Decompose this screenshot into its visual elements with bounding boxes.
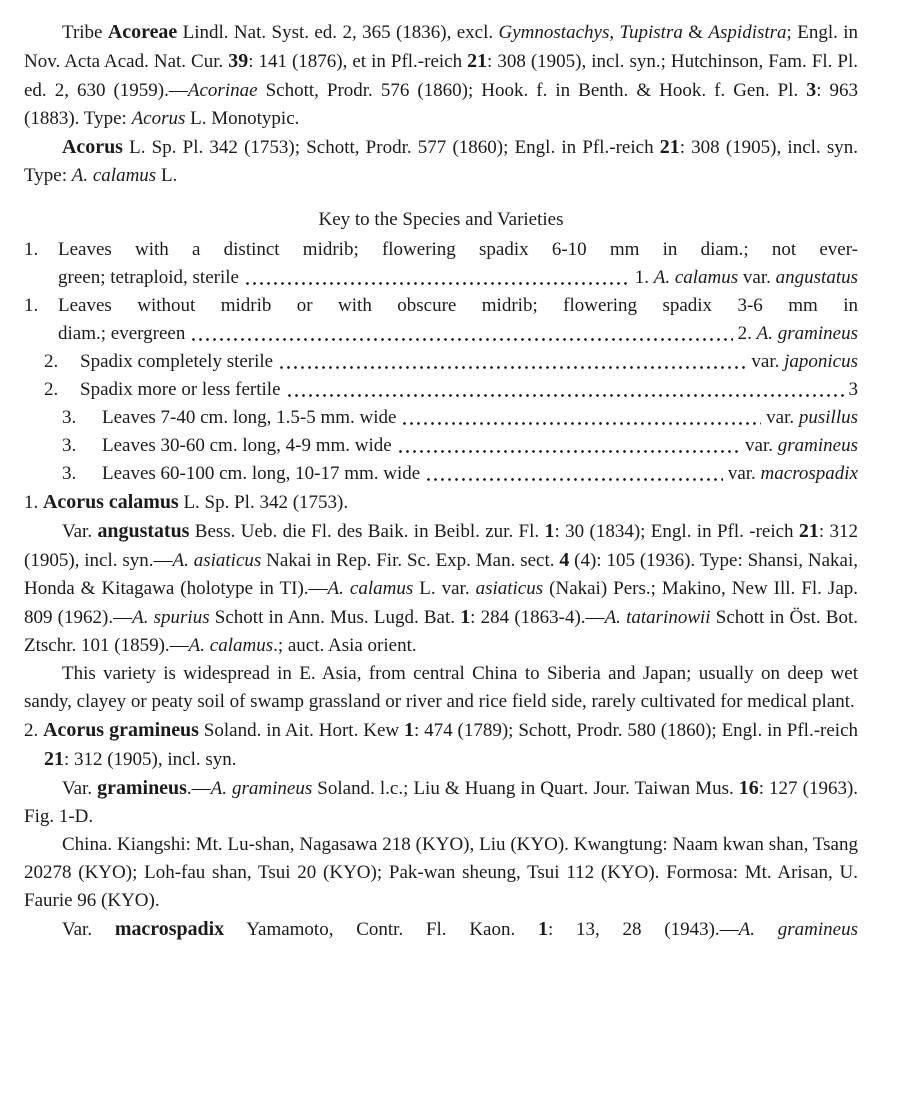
species-2-heading: 2. Acorus gramineus Soland. in Ait. Hort. Kew 1: 474 (1789); Schott, Prodr. 580 (1860); Engl. in Pfl.-reich 21: 312 (1905), incl. syn. (24, 719, 858, 770)
dot-leader (425, 478, 723, 481)
key-entry-text: Leaves 7-40 cm. long, 1.5-5 mm. wide (102, 407, 397, 428)
dot-leader (286, 394, 844, 397)
var-gramineus-paragraph: Var. gramineus.—A. gramineus Soland. l.c.; Liu & Huang in Quart. Jour. Taiwan Mus. 16: 127 (1963). Fig. 1-D. (24, 777, 859, 827)
key-entry-reference: var. macrospadix (727, 463, 858, 484)
key-entry-reference: 1. A. calamus var. angustatus (634, 267, 858, 288)
key-entry-1b (24, 292, 858, 348)
key-entry-2b (24, 376, 858, 404)
tribe-paragraph: Tribe Acoreae Lindl. Nat. Syst. ed. 2, 365 (1836), excl. Gymnostachys, Tupistra & Aspidistra; Engl. in Nov. Acta Acad. Nat. Cur. 39: 141 (1876), et in Pfl.-reich 21: 308 (1905), incl. syn.; Hutchinson, Fam. Fl. Pl. ed. 2, 630 (1959).—Acorinae Schott, Prodr. 576 (1860); Hook. f. in Benth. & Hook. f. Gen. Pl. 3: 963 (1883). Type: Acorus L. Monotypic. (24, 21, 859, 129)
species-1-section (24, 488, 858, 716)
key-entry-reference: var. japonicus (751, 351, 858, 372)
key-entry-number: 1. (24, 295, 39, 316)
key-entry-text: Leaves 60-100 cm. long, 10-17 mm. wide (102, 463, 421, 484)
key-entry-reference: 3 (848, 379, 858, 400)
species-key (24, 236, 858, 488)
key-entry-3b (24, 432, 858, 460)
key-entry-3c (24, 460, 858, 488)
gramineus-specimens-paragraph: China. Kiangshi: Mt. Lu-shan, Nagasawa 218 (KYO), Liu (KYO). Kwangtung: Naam kwan shan, Tsang 20278 (KYO); Loh-fau shan, Tsui 20 (KYO); Pak-wan sheung, Tsui 112 (KYO). Formosa: Mt. Arisan, U. Faurie 96 (KYO). (24, 834, 858, 911)
dot-leader (401, 422, 761, 425)
key-entry-text: diam.; evergreen (58, 323, 186, 344)
key-entry-number: 3. (62, 435, 77, 456)
key-entry-number: 1. (24, 239, 39, 260)
key-entry-3a (24, 404, 858, 432)
dot-leader (397, 450, 740, 453)
key-entry-number: 3. (62, 463, 77, 484)
key-entry-2a (24, 348, 858, 376)
dot-leader (190, 338, 732, 341)
key-entry-number: 2. (44, 379, 59, 400)
dot-leader (278, 366, 746, 369)
key-entry-text: Spadix more or less fertile (80, 379, 281, 400)
var-angustatus-paragraph: Var. angustatus Bess. Ueb. die Fl. des Baik. in Beibl. zur. Fl. 1: 30 (1834); Engl. in Pfl. -reich 21: 312 (1905), incl. syn.—A. asiaticus Nakai in Rep. Fir. Sc. Exp. Man. sect. 4 (4): 105 (1936). Type: Shansi, Nakai, Honda & Kitagawa (holotype in TI).—A. calamus L. var. asiaticus (Nakai) Pers.; Makino, New Ill. Fl. Jap. 809 (1962).—A. spurius Schott in Ann. Mus. Lugd. Bat. 1: 284 (1863-4).—A. tatarinowii Schott in Öst. Bot. Ztschr. 101 (1859).—A. calamus.; auct. Asia orient. (24, 520, 859, 656)
var-macrospadix-paragraph: Var. macrospadix Yamamoto, Contr. Fl. Kaon. 1: 13, 28 (1943).—A. gramineus (62, 918, 859, 940)
document-page (24, 18, 858, 944)
key-entry-number: 3. (62, 407, 77, 428)
angustatus-distribution-paragraph: This variety is widespread in E. Asia, from central China to Siberia and Japan; usually on deep wet sandy, clayey or peaty soil of swamp grassland or river and rice field side, rarely cultivated for medical plant. (24, 663, 858, 712)
key-entry-1a (24, 236, 858, 292)
species-2-section (24, 716, 858, 944)
key-entry-text: Leaves 30-60 cm. long, 4-9 mm. wide (102, 435, 392, 456)
key-entry-reference: 2. A. gramineus (737, 323, 858, 344)
key-entry-text: Leaves without midrib or with obscure midrib; flowering spadix 3-6 mm in (58, 295, 858, 316)
key-entry-text: Spadix completely sterile (80, 351, 274, 372)
key-entry-text: green; tetraploid, sterile (58, 267, 239, 288)
key-entry-text: Leaves with a distinct midrib; flowering spadix 6-10 mm in diam.; not ever- (58, 239, 858, 260)
key-entry-reference: var. pusillus (766, 407, 858, 428)
dot-leader (244, 282, 630, 285)
species-1-heading: 1. Acorus calamus L. Sp. Pl. 342 (1753). (24, 491, 349, 513)
genus-paragraph: Acorus L. Sp. Pl. 342 (1753); Schott, Prodr. 577 (1860); Engl. in Pfl.-reich 21: 308 (1905), incl. syn. Type: A. calamus L. (24, 136, 858, 186)
key-heading: Key to the Species and Varieties (318, 209, 564, 230)
key-entry-reference: var. gramineus (745, 435, 858, 456)
key-entry-number: 2. (44, 351, 59, 372)
